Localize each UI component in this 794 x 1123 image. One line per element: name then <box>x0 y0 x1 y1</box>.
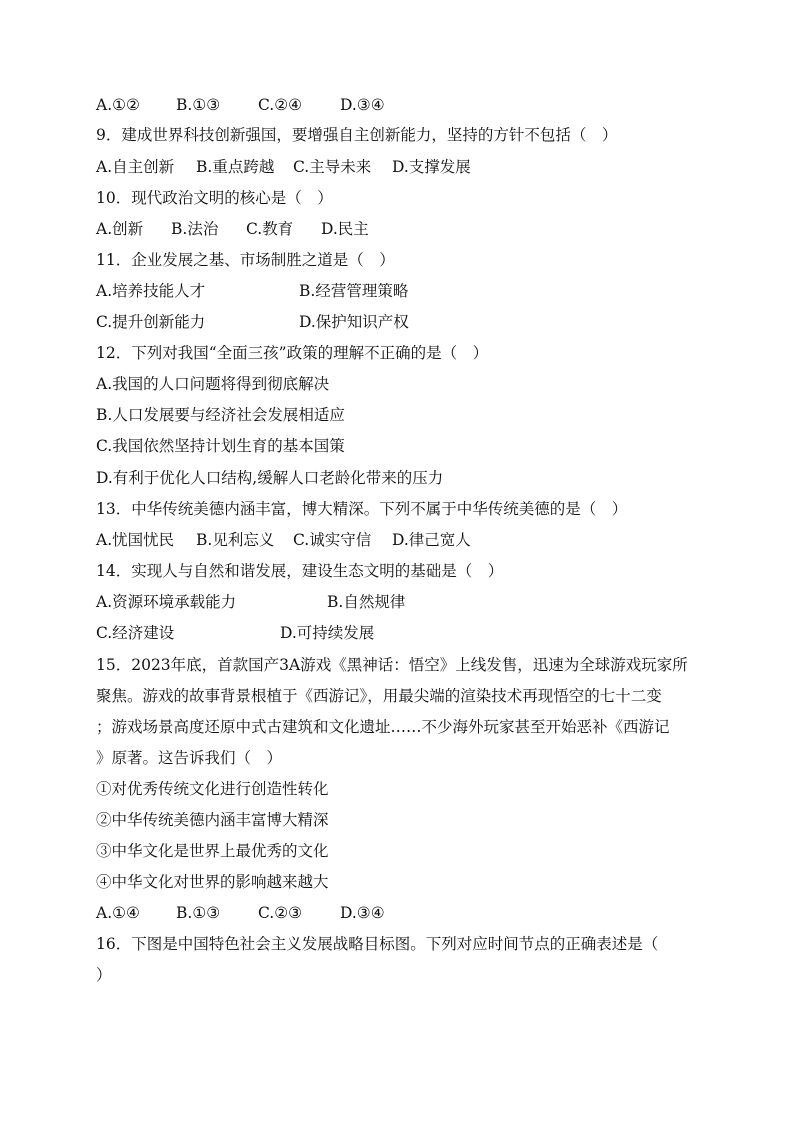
q9-option-b: B.重点跨越 <box>196 158 275 176</box>
q15-option-b: B.①③ <box>176 904 221 922</box>
q13-option-b: B.见利忘义 <box>196 531 275 549</box>
q16-stem-line-1: 16．下图是中国特色社会主义发展战略目标图。下列对应时间节点的正确表述是（ <box>96 935 659 953</box>
q8-option-c: C.②④ <box>258 96 303 114</box>
q15-stem-line-2: 聚焦。游戏的故事背景根植于《西游记》，用最尖端的渲染技术再现悟空的七十二变 <box>96 687 662 705</box>
q8-option-b: B.①③ <box>176 96 221 114</box>
q15-statement-2: ②中华传统美德内涵丰富博大精深 <box>96 811 329 829</box>
q15-statement-3: ③中华文化是世界上最优秀的文化 <box>96 842 329 860</box>
q10-option-b: B.法治 <box>171 220 219 238</box>
q11-option-b: B.经营管理策略 <box>299 282 409 300</box>
q16-stem-line-2: ） <box>96 966 112 984</box>
q15-statement-1: ①对优秀传统文化进行创造性转化 <box>96 780 329 798</box>
q11-stem: 11．企业发展之基、市场制胜之道是（ ） <box>96 251 395 269</box>
q12-option-c: C.我国依然坚持计划生育的基本国策 <box>96 437 345 455</box>
q11-option-c: C.提升创新能力 <box>96 313 206 331</box>
q14-stem: 14．实现人与自然和谐发展，建设生态文明的基础是（ ） <box>96 562 504 580</box>
q13-option-c: C.诚实守信 <box>293 531 372 549</box>
q10-stem: 10．现代政治文明的核心是（ ） <box>96 189 333 207</box>
q14-option-c: C.经济建设 <box>96 624 175 642</box>
q9-option-d: D.支撑发展 <box>392 158 471 176</box>
q9-option-a: A.自主创新 <box>96 158 175 176</box>
q15-stem-line-4: 》原著。这告诉我们（ ） <box>96 749 283 767</box>
q12-stem: 12．下列对我国“全面三孩”政策的理解不正确的是（ ） <box>96 344 489 362</box>
q12-option-a: A.我国的人口问题将得到彻底解决 <box>96 375 330 393</box>
q15-option-a: A.①④ <box>96 904 140 922</box>
q15-stem-line-3: ；游戏场景高度还原中式古建筑和文化遗址……不少海外玩家甚至开始恶补《西游记 <box>96 718 670 736</box>
q9-stem: 9．建成世界科技创新强国，要增强自主创新能力，坚持的方针不包括（ ） <box>96 126 618 144</box>
q9-option-c: C.主导未来 <box>293 158 372 176</box>
q15-option-d: D.③④ <box>340 904 385 922</box>
q10-option-c: C.教育 <box>246 220 294 238</box>
q13-stem: 13．中华传统美德内涵丰富，博大精深。下列不属于中华传统美德的是（ ） <box>96 500 628 518</box>
q12-option-b: B.人口发展要与经济社会发展相适应 <box>96 406 345 424</box>
q15-option-c: C.②③ <box>258 904 303 922</box>
q12-option-d: D.有利于优化人口结构,缓解人口老龄化带来的压力 <box>96 469 444 487</box>
q11-option-a: A.培养技能人才 <box>96 282 206 300</box>
q14-option-d: D.可持续发展 <box>280 624 375 642</box>
q14-option-b: B.自然规律 <box>327 593 406 611</box>
q10-option-a: A.创新 <box>96 220 144 238</box>
q8-option-d: D.③④ <box>340 96 385 114</box>
q14-option-a: A.资源环境承载能力 <box>96 593 237 611</box>
q15-stem-line-1: 15．2023年底，首款国产3A游戏《黑神话：悟空》上线发售，迅速为全球游戏玩家所 <box>96 656 688 674</box>
q8-option-a: A.①② <box>96 96 140 114</box>
q11-option-d: D.保护知识产权 <box>299 313 409 331</box>
q10-option-d: D.民主 <box>321 220 369 238</box>
q13-option-a: A.忧国忧民 <box>96 531 175 549</box>
q15-statement-4: ④中华文化对世界的影响越来越大 <box>96 873 329 891</box>
q13-option-d: D.律己宽人 <box>392 531 471 549</box>
